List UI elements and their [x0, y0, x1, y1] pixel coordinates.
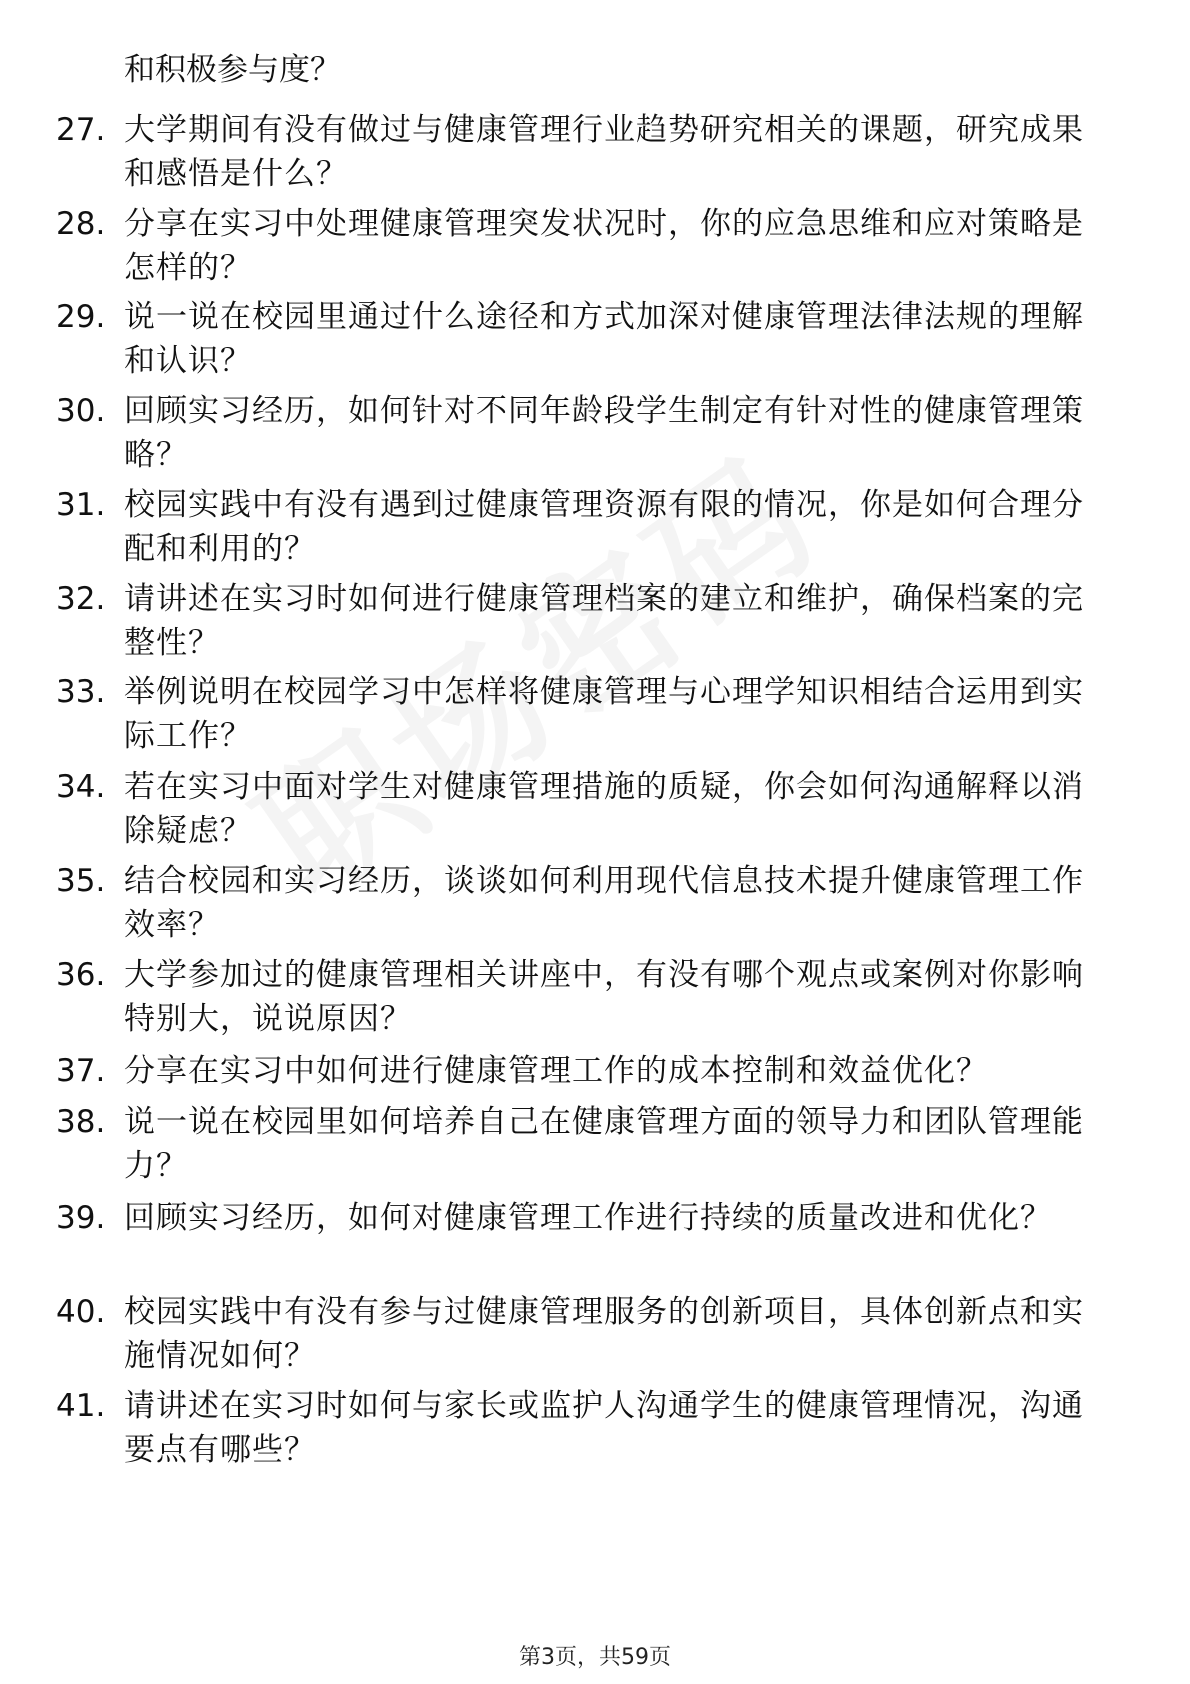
question-number: 29.	[56, 299, 106, 335]
question-text: 说一说在校园里如何培养自己在健康管理方面的领导力和团队管理能力？	[124, 1104, 1084, 1184]
question-text: 举例说明在校园学习中怎样将健康管理与心理学知识相结合运用到实际工作？	[124, 674, 1084, 754]
question-text: 请讲述在实习时如何进行健康管理档案的建立和维护，确保档案的完整性？	[124, 581, 1084, 661]
question-number: 30.	[56, 393, 106, 429]
question-text: 回顾实习经历，如何针对不同年龄段学生制定有针对性的健康管理策略？	[124, 393, 1084, 473]
question-number: 28.	[56, 206, 106, 242]
question-text: 若在实习中面对学生对健康管理措施的质疑，你会如何沟通解释以消除疑虑？	[124, 769, 1084, 849]
continuation-text: 和积极参与度？	[124, 52, 341, 88]
question-number: 39.	[56, 1200, 106, 1236]
question-number: 37.	[56, 1053, 106, 1089]
question-number: 32.	[56, 581, 106, 617]
question-text: 分享在实习中如何进行健康管理工作的成本控制和效益优化？	[124, 1053, 988, 1089]
question-number: 31.	[56, 487, 106, 523]
question-text: 大学期间有没有做过与健康管理行业趋势研究相关的课题，研究成果和感悟是什么？	[124, 112, 1084, 192]
question-number: 40.	[56, 1294, 106, 1330]
question-text: 大学参加过的健康管理相关讲座中，有没有哪个观点或案例对你影响特别大，说说原因？	[124, 957, 1084, 1037]
question-number: 36.	[56, 957, 106, 993]
question-number: 35.	[56, 863, 106, 899]
question-number: 34.	[56, 769, 106, 805]
question-text: 分享在实习中处理健康管理突发状况时，你的应急思维和应对策略是怎样的？	[124, 206, 1084, 286]
question-number: 33.	[56, 674, 106, 710]
watermark	[210, 397, 852, 936]
question-number: 38.	[56, 1104, 106, 1140]
question-text: 校园实践中有没有遇到过健康管理资源有限的情况，你是如何合理分配和利用的？	[124, 487, 1084, 567]
question-text: 校园实践中有没有参与过健康管理服务的创新项目，具体创新点和实施情况如何？	[124, 1294, 1084, 1374]
question-number: 27.	[56, 112, 106, 148]
question-number: 41.	[56, 1388, 106, 1424]
page-footer: 第3页，共59页	[519, 1645, 671, 1670]
question-text: 说一说在校园里通过什么途径和方式加深对健康管理法律法规的理解和认识？	[124, 299, 1084, 379]
question-text: 回顾实习经历，如何对健康管理工作进行持续的质量改进和优化？	[124, 1200, 1052, 1236]
question-text: 请讲述在实习时如何与家长或监护人沟通学生的健康管理情况，沟通要点有哪些？	[124, 1388, 1084, 1468]
question-text: 结合校园和实习经历，谈谈如何利用现代信息技术提升健康管理工作效率？	[124, 863, 1084, 943]
